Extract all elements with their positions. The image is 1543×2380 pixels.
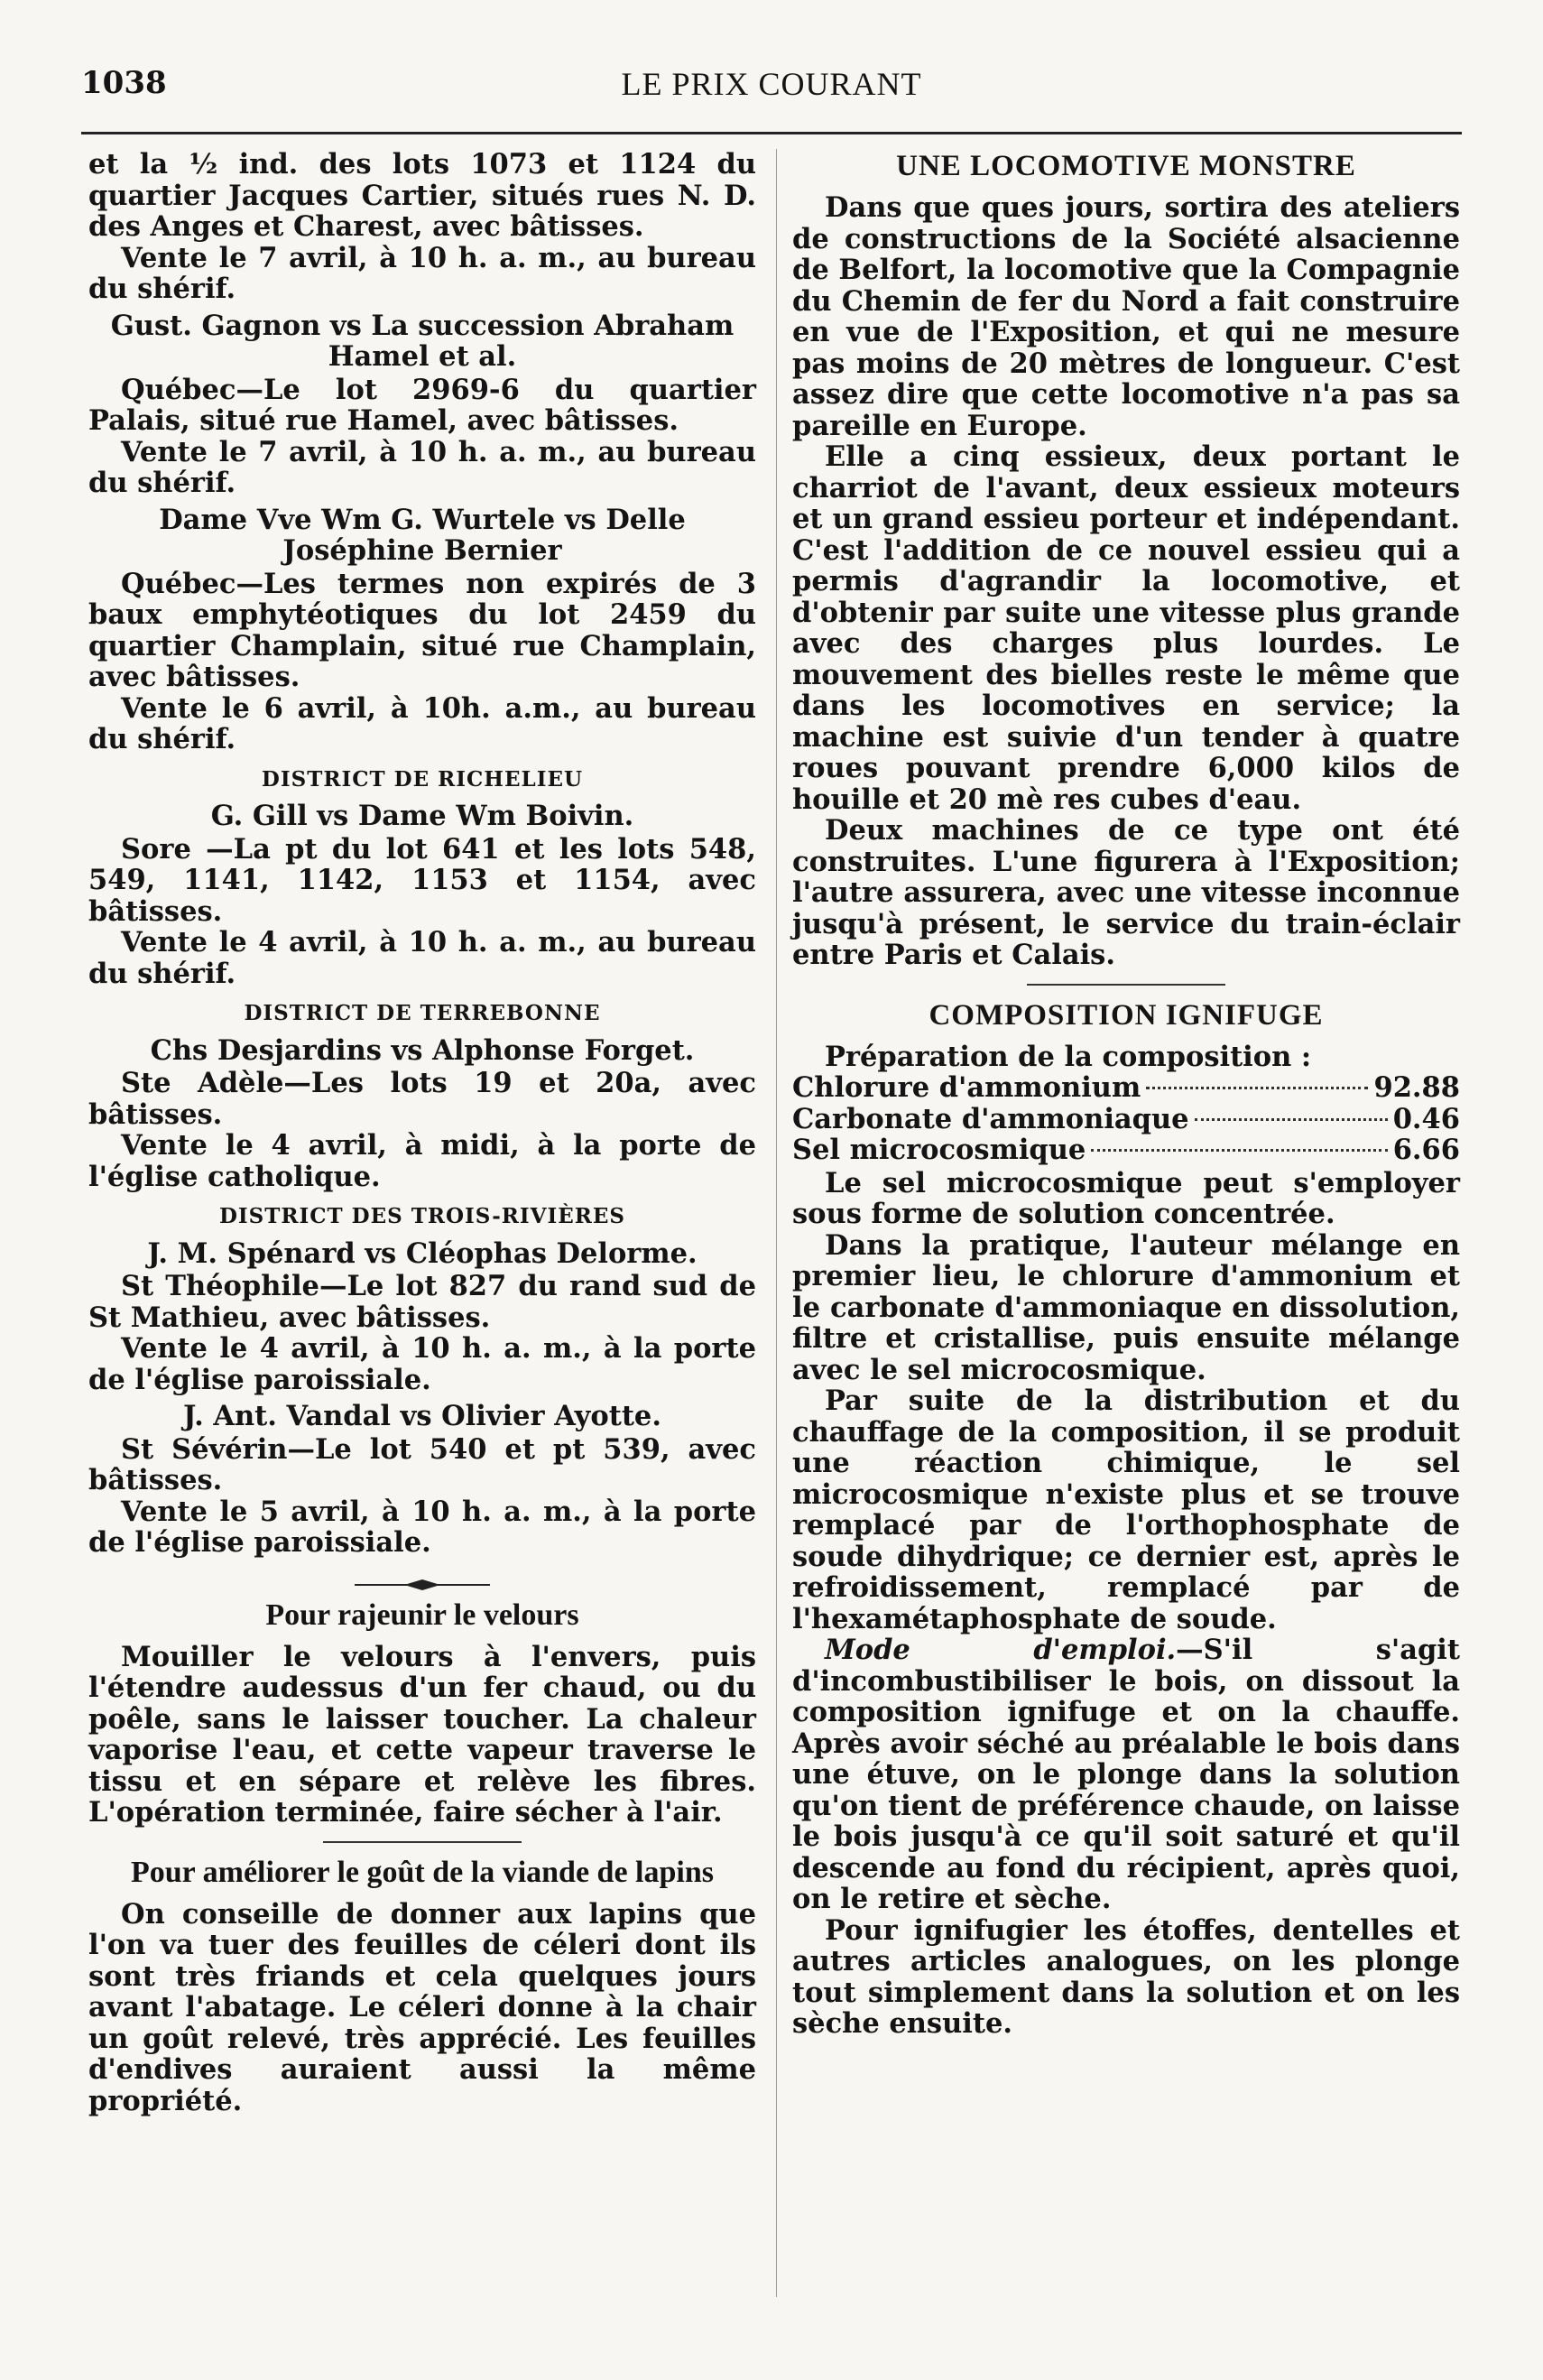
left-column (88, 149, 756, 2116)
leader-dots (1091, 1149, 1387, 1152)
property-description: St Sévérin—Le lot 540 et pt 539, avec bâtisses. (88, 1432, 756, 1496)
article-paragraph: Mouiller le velours à l'envers, puis l'étendre audessus d'un fer chaud, ou du poêle, sans le laisser toucher. La chaleur vaporise l'eau, et cette vapeur traverse le tissu et en sépare et relève les fibres. L'opération terminée, faire sécher à l'air. (88, 1640, 756, 1829)
section-rule (323, 1841, 522, 1843)
right-column (792, 149, 1460, 2040)
mode-label: Mode d'emploi. (825, 1634, 1177, 1666)
ingredient-row (792, 1072, 1460, 1104)
running-title: LE PRIX COURANT (621, 66, 922, 102)
case-title: Gust. Gagnon vs La succession Abraham Hamel et al. (110, 309, 735, 373)
district-heading: DISTRICT DE RICHELIEU (261, 766, 584, 792)
sale-notice: Vente le 4 avril, à 10 h. a. m., à la porte de l'église paroissiale. (88, 1332, 756, 1396)
article-paragraph: Par suite de la distribution et du chauffage de la composition, il se produit une réaction chimique, le sel microcosmique n'existe plus et se trouve remplacé par de l'orthophosphate de soude dihydrique; ce dernier est, après le refroidissement, remplacé par de l'hexamétaphosphate de soude. (792, 1384, 1460, 1635)
composition-intro: Préparation de la composition : (825, 1040, 1312, 1073)
case-title: J. M. Spénard vs Cléophas Delorme. (147, 1236, 698, 1270)
property-description: Ste Adèle—Les lots 19 et 20a, avec bâtisses. (88, 1067, 756, 1131)
property-description: Québec—Le lot 2969-6 du quartier Palais, situé rue Hamel, avec bâtisses. (88, 373, 756, 437)
article-paragraph: Dans que ques jours, sortira des ateliers de constructions de la Société alsacienne de Belfort, la locomotive que la Compagnie du Chemin de fer du Nord a fait construire en vue de l'Exposition, et qui ne mesure pas moins de 20 mètres de longueur. C'est assez dire que cette locomotive n'a pas sa pareille en Europe. (792, 191, 1460, 442)
ingredient-name: Chlorure d'ammonium (792, 1071, 1141, 1104)
page-number: 1038 (81, 65, 167, 101)
district-heading: DISTRICT DES TROIS-RIVIÈRES (218, 1204, 626, 1228)
ingredient-list (792, 1072, 1460, 1166)
district-heading: DISTRICT DE TERREBONNE (244, 1001, 601, 1025)
article-paragraph: Le sel microcosmique peut s'employer sous forme de solution concentrée. (792, 1166, 1460, 1230)
ingredient-name: Carbonate d'ammoniaque (792, 1102, 1189, 1135)
page-header (81, 52, 1462, 116)
sale-notice: Vente le 5 avril, à 10 h. a. m., à la porte de l'église paroissiale. (88, 1495, 756, 1559)
article-paragraph: Elle a cinq essieux, deux portant le charriot de l'avant, deux essieux moteurs et un grand essieu porteur et indépendant. C'est l'addition de ce nouvel essieu qui a permis d'agrandir la locomotive, et d'obtenir par suite une vitesse plus grande avec des charges plus lourdes. Le mouvement des bielles reste le même que dans les locomotives en service; la machine est suivie d'un tender à quatre roues pouvant prendre 6,000 kilos de houille et 20 mè res cubes d'eau. (792, 440, 1460, 816)
article-paragraph: Deux machines de ce type ont été construites. L'une figurera à l'Exposition; l'autre assurera, avec une vitesse inconnue jusqu'à présent, le service du train-éclair entre Paris et Calais. (792, 814, 1460, 971)
section-title: COMPOSITION IGNIFUGE (929, 998, 1324, 1032)
article-paragraph (792, 1635, 1460, 1915)
ornament-icon (355, 1578, 490, 1592)
ingredient-row (792, 1134, 1460, 1166)
property-description: Québec—Les termes non expirés de 3 baux emphytéotiques du lot 2459 du quartier Champlain, situé rue Champlain, avec bâtisses. (88, 567, 756, 693)
section-title: Pour rajeunir le velours (265, 1597, 579, 1632)
article-paragraph: On conseille de donner aux lapins que l'on va tuer des feuilles de céleri dont ils sont très friands et cela quelques jours avant l'abatage. Le céleri donne à la chair un goût relevé, très apprécié. Les feuilles d'endives auraient aussi la même propriété. (88, 1897, 756, 2117)
ornament-divider (88, 1568, 756, 1586)
column-divider (776, 149, 777, 2297)
ingredient-value: 92.88 (1373, 1071, 1460, 1104)
section-title: Pour améliorer le goût de la viande de lapins (130, 1855, 715, 1889)
leader-dots (1195, 1118, 1388, 1121)
case-title: Chs Desjardins vs Alphonse Forget. (150, 1033, 695, 1067)
article-paragraph: Dans la pratique, l'auteur mélange en premier lieu, le chlorure d'ammonium et le carbonate d'ammoniaque en dissolution, filtre et cristallise, puis ensuite mélange avec le sel microcosmique. (792, 1228, 1460, 1386)
header-rule (81, 132, 1462, 134)
section-rule (1027, 984, 1225, 986)
ingredient-value: 6.66 (1392, 1134, 1460, 1166)
ingredient-value: 0.46 (1392, 1102, 1460, 1135)
leader-dots (1146, 1087, 1368, 1089)
sale-notice: Vente le 6 avril, à 10h. a.m., au bureau du shérif. (88, 691, 756, 755)
mode-text: —S'il s'agit d'incombustibiliser le bois, on dissout la composition ignifuge et on la chauffe. Après avoir séché au préalable le bois dans une étuve, on le plonge dans la solution qu'on tient de préférence chaude, on laisse le bois jusqu'à ce qu'il soit saturé et qu'il descende au fond du récipient, après quoi, on le retire et sèche. (792, 1634, 1460, 1915)
property-description: St Théophile—Le lot 827 du rand sud de St Mathieu, avec bâtisses. (88, 1270, 756, 1334)
intro-paragraph: et la ½ ind. des lots 1073 et 1124 du quartier Jacques Cartier, situés rues N. D. des Anges et Charest, avec bâtisses. (88, 148, 756, 243)
case-title: J. Ant. Vandal vs Olivier Ayotte. (183, 1400, 661, 1432)
sale-notice: Vente le 4 avril, à 10 h. a. m., au bureau du shérif. (88, 926, 756, 990)
section-title: UNE LOCOMOTIVE MONSTRE (896, 150, 1356, 182)
property-description: Sore —La pt du lot 641 et les lots 548, 549, 1141, 1142, 1153 et 1154, avec bâtisses. (88, 832, 756, 928)
sale-notice: Vente le 4 avril, à midi, à la porte de l'église catholique. (88, 1129, 756, 1193)
case-title: G. Gill vs Dame Wm Boivin. (210, 800, 634, 832)
sale-notice: Vente le 7 avril, à 10 h. a. m., au bureau du shérif. (88, 435, 756, 499)
sale-notice: Vente le 7 avril, à 10 h. a. m., au bureau du shérif. (88, 241, 756, 305)
ingredient-name: Sel microcosmique (792, 1134, 1086, 1166)
article-paragraph: Pour ignifugier les étoffes, dentelles et autres articles analogues, on les plonge tout simplement dans la solution et on les sèche ensuite. (792, 1913, 1460, 2040)
ingredient-row (792, 1104, 1460, 1135)
case-title: Dame Vve Wm G. Wurtele vs Delle Joséphine Bernier (159, 503, 686, 567)
